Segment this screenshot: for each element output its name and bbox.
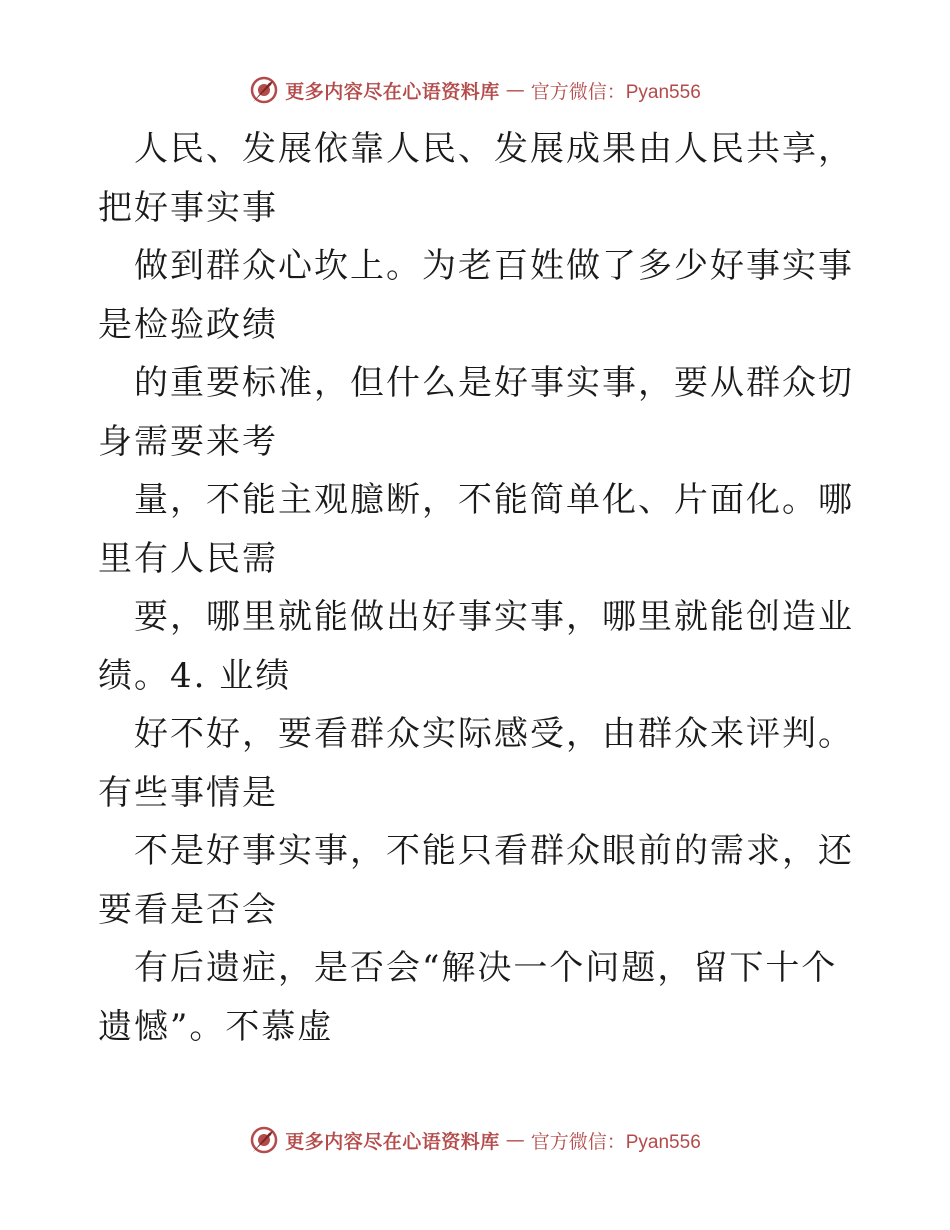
watermark-separator: —: [505, 1129, 525, 1151]
paragraph-2: 做到群众心坎上。为老百姓做了多少好事实事是检验政绩: [98, 246, 854, 345]
watermark-handle: 官方微信：Pyan556: [530, 81, 701, 103]
footer-watermark: [0, 1122, 950, 1158]
paragraph-1: 人民、发展依靠人民、发展成果由人民共享，把好事实事: [98, 129, 854, 228]
paragraph-6: 好不好，要看群众实际感受，由群众来评判。有些事情是: [98, 714, 854, 813]
watermark-handle: 官方微信：Pyan556: [530, 1131, 701, 1153]
paragraph-3: 的重要标准，但什么是好事实事，要从群众切身需要来考: [98, 363, 854, 462]
paragraph-4: 量，不能主观臆断，不能简单化、片面化。哪里有人民需: [98, 480, 854, 579]
paragraph-8: 有后遗症，是否会“解决一个问题，留下十个遗憾”。不慕虚: [98, 948, 838, 1047]
quill-seal-icon: [249, 75, 279, 105]
paragraph-5: 要，哪里就能做出好事实事，哪里就能创造业绩。4. 业绩: [98, 597, 854, 696]
document-body: [98, 120, 858, 1056]
header-watermark: [0, 72, 950, 108]
watermark-text: 更多内容尽在心语资料库: [285, 80, 500, 103]
paragraph-7: 不是好事实事，不能只看群众眼前的需求，还要看是否会: [98, 831, 854, 930]
watermark-separator: —: [505, 79, 525, 101]
quill-seal-icon: [249, 1125, 279, 1155]
watermark-text: 更多内容尽在心语资料库: [285, 1130, 500, 1153]
